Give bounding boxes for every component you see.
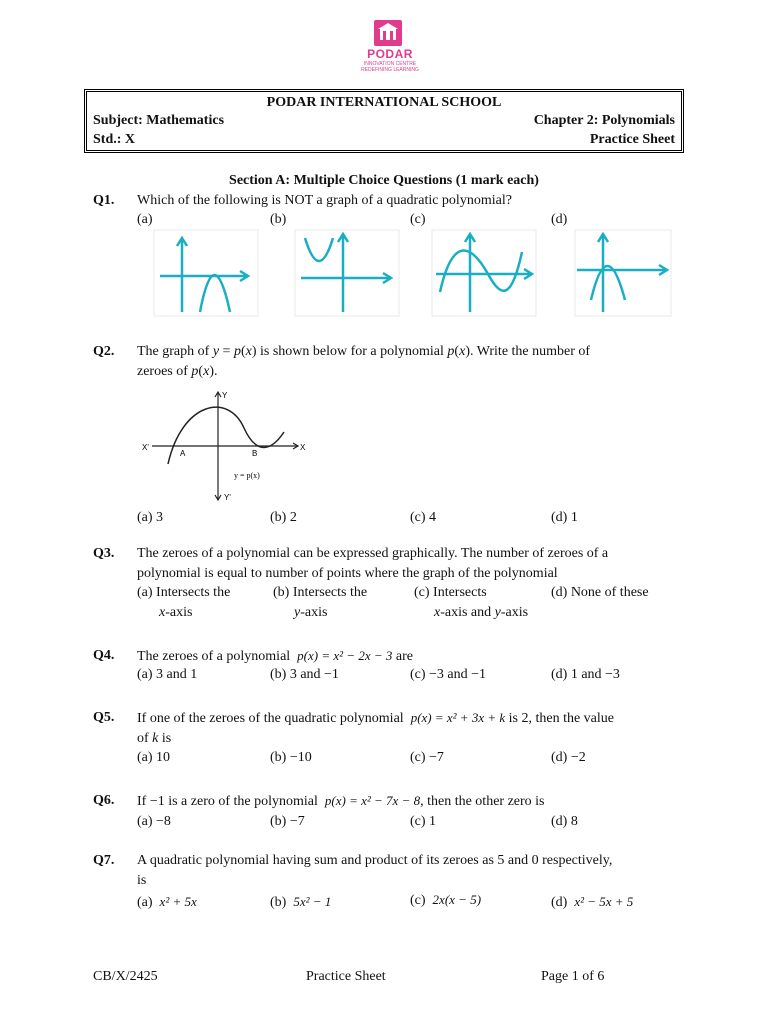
q6-text: If −1 is a zero of the polynomial p(x) = x² − 7x − 8, then the other zero is	[137, 793, 545, 809]
q7-text-line2: is	[137, 873, 147, 888]
q1-graph-d	[573, 228, 673, 318]
q2-number: Q2.	[93, 344, 115, 359]
q5-option-b: (b) −10	[270, 750, 312, 765]
q2-text-line2: zeroes of p(x).	[137, 364, 218, 379]
q6-option-c: (c) 1	[410, 814, 437, 829]
q7-option-a: (a) x² + 5x	[137, 894, 197, 910]
chapter-label: Chapter 2: Polynomials	[533, 113, 675, 128]
graph-y-label: Y	[222, 391, 228, 400]
q3-option-b-line2: y-axis	[294, 605, 328, 620]
q6-expression: p(x) = x² − 7x − 8	[324, 793, 421, 808]
logo-building-icon	[374, 20, 402, 46]
graph-xprime-label: X'	[142, 443, 149, 452]
q7-option-c: (c) 2x(x − 5)	[410, 892, 482, 908]
q4-number: Q4.	[93, 648, 115, 663]
q7-option-d: (d) x² − 5x + 5	[551, 894, 634, 910]
q1-graph-c	[430, 228, 540, 318]
q6-option-a: (a) −8	[137, 814, 171, 829]
q7-text-line1: A quadratic polynomial having sum and product of its zeroes as 5 and 0 respectively,	[137, 853, 613, 868]
q1-graph-a	[150, 228, 260, 318]
footer-code: CB/X/2425	[93, 969, 158, 984]
graph-curve-label: y = p(x)	[234, 471, 260, 480]
q5-expression: p(x) = x² + 3x + k	[410, 710, 506, 725]
q3-option-a-line1: (a) Intersects the	[137, 585, 231, 600]
q5-option-c: (c) −7	[410, 750, 444, 765]
q3-number: Q3.	[93, 546, 115, 561]
logo-subtitle: INNOVATION CENTRE REDEFINING LEARNING	[361, 61, 419, 73]
q1-number: Q1.	[93, 193, 115, 208]
logo-name: PODAR	[367, 47, 413, 61]
q3-option-b-line1: (b) Intersects the	[273, 585, 368, 600]
q6-number: Q6.	[93, 793, 115, 808]
q7-option-b: (b) 5x² − 1	[270, 894, 332, 910]
q2-text-line1: The graph of y = p(x) is shown below for a polynomial p(x). Write the number of	[137, 344, 591, 359]
q4-option-d: (d) 1 and −3	[551, 667, 620, 682]
q4-option-c: (c) −3 and −1	[410, 667, 487, 682]
q5-option-d: (d) −2	[551, 750, 586, 765]
q4-text: The zeroes of a polynomial p(x) = x² − 2x − 3 are	[137, 648, 413, 664]
q3-text-line1: The zeroes of a polynomial can be expressed graphically. The number of zeroes of a	[137, 546, 609, 561]
graph-x-label: X	[300, 443, 306, 452]
q5-text-line1: If one of the zeroes of the quadratic polynomial p(x) = x² + 3x + k is 2, then the value	[137, 710, 615, 726]
q5-number: Q5.	[93, 710, 115, 725]
graph-b-label: B	[252, 449, 258, 458]
q1-option-b: (b)	[270, 212, 287, 227]
q5-option-a: (a) 10	[137, 750, 171, 765]
q4-option-a: (a) 3 and 1	[137, 667, 198, 682]
q3-option-a-line2: x-axis	[159, 605, 193, 620]
q1-text: Which of the following is NOT a graph of a quadratic polynomial?	[137, 193, 512, 208]
section-title: Section A: Multiple Choice Questions (1 mark each)	[229, 173, 539, 188]
q1-option-c: (c)	[410, 212, 426, 227]
school-logo	[356, 20, 424, 76]
sheet-label: Practice Sheet	[589, 132, 675, 147]
q3-option-c-line1: (c) Intersects	[414, 585, 487, 600]
q3-option-d: (d) None of these	[551, 585, 649, 600]
q4-expression: p(x) = x² − 2x − 3	[297, 648, 393, 663]
q4-option-b: (b) 3 and −1	[270, 667, 339, 682]
footer-page-number: Page 1 of 6	[541, 969, 605, 984]
q2-option-c: (c) 4	[410, 510, 437, 525]
q6-option-d: (d) 8	[551, 814, 578, 829]
q3-text-line2: polynomial is equal to number of points where the graph of the polynomial	[137, 566, 558, 581]
subject-label: Subject: Mathematics	[93, 113, 225, 128]
q1-option-d: (d)	[551, 212, 568, 227]
q7-number: Q7.	[93, 853, 115, 868]
q6-option-b: (b) −7	[270, 814, 305, 829]
header-box	[84, 89, 684, 153]
q2-option-b: (b) 2	[270, 510, 297, 525]
std-label: Std.: X	[93, 132, 136, 147]
q2-option-a: (a) 3	[137, 510, 164, 525]
q2-option-d: (d) 1	[551, 510, 578, 525]
q3-option-c-line2: x-axis and y-axis	[434, 605, 529, 620]
q1-option-a: (a)	[137, 212, 153, 227]
school-name: PODAR INTERNATIONAL SCHOOL	[266, 95, 502, 110]
graph-yprime-label: Y'	[224, 493, 231, 502]
graph-a-label: A	[180, 449, 186, 458]
q1-graph-b	[293, 228, 403, 318]
footer-label: Practice Sheet	[306, 969, 386, 984]
q2-graph	[140, 388, 310, 504]
q5-text-line2: of k is	[137, 731, 172, 746]
